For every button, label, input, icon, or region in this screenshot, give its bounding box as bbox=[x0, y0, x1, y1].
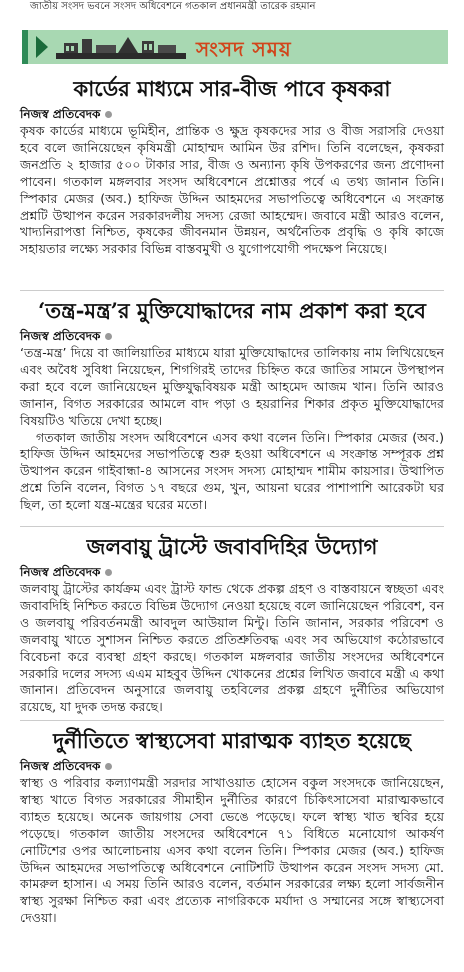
byline-dot bbox=[105, 569, 112, 576]
top-strip-text: জাতীয় সংসদ ভবনে সংসদ অধিবেশনে গতকাল প্রধানমন্ত্রী তারেক রহমান bbox=[30, 1, 316, 12]
arrow-right-icon bbox=[36, 36, 48, 58]
article-paragraph: স্বাস্থ্য ও পরিবার কল্যাণমন্ত্রী সরদার সাখাওয়াত হোসেন বকুল সংসদকে জানিয়েছেন, স্বাস্থ্য খাতে বিগত সরকারের সীমাহীন দুর্নীতির কারণে চিকিৎসাসেবা মারাত্মকভাবে ব্যাহত হয়েছে। অনেক জায়গায় সেবা ভেঙে পড়েছে। ফলে স্বাস্থ্য খাত স্থবির হয়ে পড়েছে। গতকাল জাতীয় সংসদের অধিবেশনে ৭১ বিধিতে মনোযোগ আকর্ষণ নোটিশের ওপর আলোচনায় এসব কথা বলেন তিনি। স্পিকার মেজর (অব.) হাফিজ উদ্দিন আহমদের সভাপতিত্বে অধিবেশনে নোটিশটি উত্থাপন করেন সংসদ সদস্য মো. কামরুল হাসান। এ সময় তিনি আরও বলেন, বর্তমান সরকারের লক্ষ্য হলো সার্বজনীন স্বাস্থ্য সুরক্ষা নিশ্চিত করা এবং প্রত্যেক নাগরিককে মর্যাদা ও সম্মানের সঙ্গে স্বাস্থ্যসেবা দেওয়া। bbox=[20, 775, 444, 926]
article-byline bbox=[20, 758, 444, 775]
byline-dot bbox=[105, 763, 112, 770]
article-body bbox=[20, 775, 444, 927]
article-byline bbox=[20, 564, 444, 581]
section-label: সংসদ সময় bbox=[196, 37, 292, 61]
byline-text: নিজস্ব প্রতিবেদক bbox=[20, 329, 101, 343]
article-divider bbox=[20, 290, 444, 291]
article-byline bbox=[20, 106, 444, 123]
article-divider bbox=[20, 526, 444, 527]
article-headline: জলবায়ু ট্রাস্টে জবাবদিহির উদ্যোগ bbox=[86, 534, 378, 559]
article-body bbox=[20, 581, 444, 716]
article-2 bbox=[20, 296, 444, 514]
article-1 bbox=[20, 74, 444, 258]
article-4 bbox=[20, 726, 444, 927]
article-headline: দুর্নীতিতে স্বাস্থ্যসেবা মারাত্মক ব্যাহত হয়েছে bbox=[53, 728, 411, 753]
section-banner bbox=[22, 30, 448, 64]
article-3 bbox=[20, 532, 444, 716]
byline-text: নিজস্ব প্রতিবেদক bbox=[20, 565, 101, 579]
byline-dot bbox=[105, 333, 112, 340]
article-body bbox=[20, 345, 444, 514]
parliament-building-icon bbox=[56, 33, 186, 61]
article-paragraph: জলবায়ু ট্রাস্টের কার্যক্রম এবং ট্রাস্ট ফান্ড থেকে প্রকল্প গ্রহণ ও বাস্তবায়নে স্বচ্ছতা এবং জবাবদিহি নিশ্চিত করতে বিভিন্ন উদ্যোগ নেওয়া হয়েছে বলে জানিয়েছেন পরিবেশ, বন ও জলবায়ু পরিবর্তনমন্ত্রী আবদুল আউয়াল মিন্টু। তিনি জানান, সরকার পরিবেশ ও জলবায়ু খাতে সুশাসন নিশ্চিত করতে প্রতিশ্রুতিবদ্ধ এবং সব অভিযোগ কঠোরভাবে বিবেচনা করে ব্যবস্থা গ্রহণ করছে। গতকাল মঙ্গলবার জাতীয় সংসদের অধিবেশনে সরকারি দলের সদস্য এএম মাহবুব উদ্দিন খোকনের প্রশ্নের লিখিত জবাবে মন্ত্রী এ কথা জানান। প্রতিবেদন অনুসারে জলবায়ু তহবিলের প্রকল্প গ্রহণে দুর্নীতির অভিযোগ রয়েছে, যা দুদক তদন্ত করছে। bbox=[20, 581, 444, 715]
article-paragraph: কৃষক কার্ডের মাধ্যমে ভূমিহীন, প্রান্তিক ও ক্ষুদ্র কৃষকদের সার ও বীজ সরাসরি দেওয়া হবে বলে জানিয়েছেন কৃষিমন্ত্রী মোহাম্মদ আমিন উর রশিদ। তিনি বলেছেন, কৃষকরা জনপ্রতি ২ হাজার ৫০০ টাকার সার, বীজ ও অন্যান্য কৃষি উপকরণের জন্য প্রণোদনা পাবেন। গতকাল মঙ্গলবার সংসদ অধিবেশনে প্রশ্নোত্তর পর্বে এ তথ্য জানান তিনি। স্পিকার মেজর (অব.) হাফিজ উদ্দিন আহমদের সভাপতিত্বে অধিবেশনে এ সংক্রান্ত প্রশ্নটি উত্থাপন করেন সরকারদলীয় সদস্য রেজা আহম্মেদ। জবাবে মন্ত্রী আরও বলেন, খাদ্যনিরাপত্তা নিশ্চিত, কৃষকের জীবনমান উন্নয়ন, অর্থনৈতিক প্রবৃদ্ধি ও কৃষি কাজে সহায়তার লক্ষ্যে সরকার বিভিন্ন বাস্তবমুখী ও যুগোপযোগী পদক্ষেপ নিয়েছে। bbox=[20, 123, 444, 257]
article-headline: কার্ডের মাধ্যমে সার-বীজ পাবে কৃষকরা bbox=[73, 76, 391, 101]
article-headline: ‘তন্ত্র-মন্ত্র’র মুক্তিযোদ্ধাদের নাম প্রকাশ করা হবে bbox=[38, 298, 426, 323]
article-paragraph: গতকাল জাতীয় সংসদ অধিবেশনে এসব কথা বলেন তিনি। স্পিকার মেজর (অব.) হাফিজ উদ্দিন আহমদের সভাপতিত্বে শুরু হওয়া অধিবেশনে এ সংক্রান্ত সম্পূরক প্রশ্ন উত্থাপন করেন গাইবান্ধা-৪ আসনের সংসদ সদস্য মোহাম্মদ শামীম কায়সার। উত্থাপিত প্রশ্নে তিনি বলেন, বিগত ১৭ বছরে গুম, খুন, আয়না ঘরের পাশাপাশি আরেকটা ঘর ছিল, তা হলো যন্ত্র-মন্ত্রের ঘরের মতো। bbox=[20, 429, 444, 513]
byline-dot bbox=[105, 111, 112, 118]
article-body bbox=[20, 123, 444, 258]
article-byline bbox=[20, 328, 444, 345]
article-divider bbox=[20, 720, 444, 721]
byline-text: নিজস্ব প্রতিবেদক bbox=[20, 759, 101, 773]
article-paragraph: ‘তন্ত্র-মন্ত্র’ দিয়ে বা জালিয়াতির মাধ্যমে যারা মুক্তিযোদ্ধাদের তালিকায় নাম লিখিয়েছেন এবং অবৈধ সুবিধা নিয়েছেন, শিগগিরই তাদের চিহ্নিত করে জাতির সামনে উপস্থাপন করা হবে বলে জানিয়েছেন মুক্তিযুদ্ধবিষয়ক মন্ত্রী আহমেদ আজম খান। তিনি আরও জানান, বিগত সরকারের আমলে বাদ পড়া ও হয়রানির শিকার প্রকৃত মুক্তিযোদ্ধাদের বিষয়টিও খতিয়ে দেখা হচ্ছে। bbox=[20, 345, 444, 428]
byline-text: নিজস্ব প্রতিবেদক bbox=[20, 107, 101, 121]
